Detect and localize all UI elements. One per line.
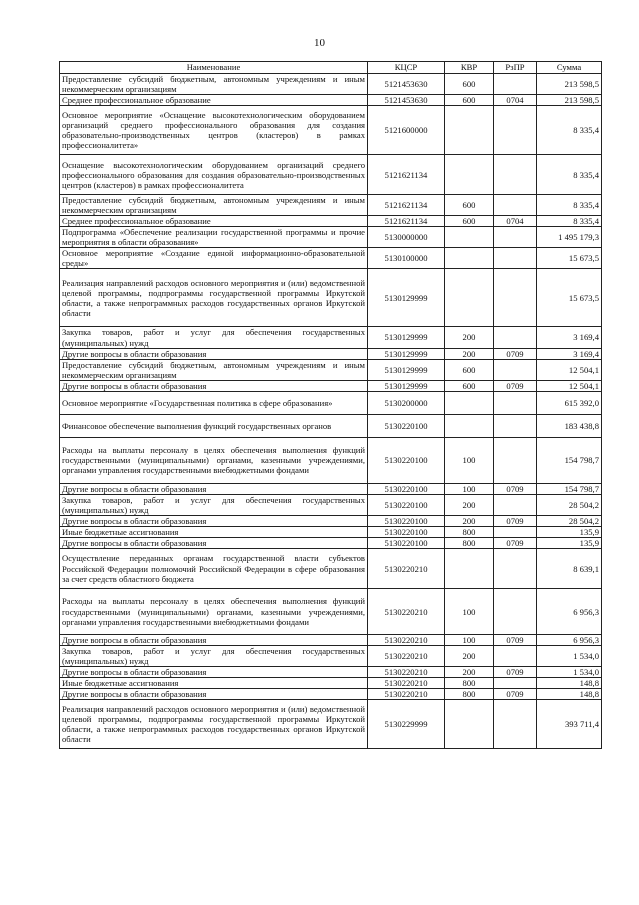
cell-kvr: 600 bbox=[445, 380, 494, 391]
cell-name: Закупка товаров, работ и услуг для обеспечения государственных (муниципальных) нужд bbox=[60, 327, 368, 348]
cell-name: Реализация направлений расходов основного мероприятия и (или) ведомственной целевой программы, подпрограммы государственной программы Иркутской области, а также непрограммных расходов государственных органов Иркутской области bbox=[60, 700, 368, 749]
cell-sum: 3 169,4 bbox=[537, 348, 602, 359]
cell-sum: 3 169,4 bbox=[537, 327, 602, 348]
cell-name: Финансовое обеспечение выполнения функций государственных органов bbox=[60, 414, 368, 437]
cell-rzpr bbox=[494, 549, 537, 589]
table-row bbox=[60, 483, 602, 494]
table-row bbox=[60, 155, 602, 195]
table-row bbox=[60, 380, 602, 391]
cell-rzpr: 0709 bbox=[494, 689, 537, 700]
cell-kvr bbox=[445, 227, 494, 248]
table-row bbox=[60, 227, 602, 248]
cell-rzpr: 0704 bbox=[494, 216, 537, 227]
cell-name: Подпрограмма «Обеспечение реализации государственной программы и прочие мероприятия в области образования» bbox=[60, 227, 368, 248]
cell-sum: 8 335,4 bbox=[537, 106, 602, 155]
cell-kcsr: 5121453630 bbox=[368, 74, 445, 95]
cell-name: Среднее профессиональное образование bbox=[60, 216, 368, 227]
table-row bbox=[60, 667, 602, 678]
cell-rzpr bbox=[494, 646, 537, 667]
cell-kcsr: 5130229999 bbox=[368, 700, 445, 749]
cell-name: Основное мероприятие «Оснащение высокотехнологическим оборудованием организаций среднего профессионального образования для создания образовательно-производственных центров (кластеров) в рамках профессионалитета» bbox=[60, 106, 368, 155]
table-row bbox=[60, 327, 602, 348]
cell-kvr bbox=[445, 155, 494, 195]
cell-sum: 8 335,4 bbox=[537, 195, 602, 216]
cell-rzpr: 0709 bbox=[494, 483, 537, 494]
cell-name: Другие вопросы в области образования bbox=[60, 689, 368, 700]
cell-kvr: 600 bbox=[445, 74, 494, 95]
cell-kcsr: 5130220210 bbox=[368, 646, 445, 667]
column-header-kvr: КВР bbox=[445, 62, 494, 74]
cell-kcsr: 5121621134 bbox=[368, 216, 445, 227]
cell-kcsr: 5130220100 bbox=[368, 537, 445, 548]
cell-name: Закупка товаров, работ и услуг для обеспечения государственных (муниципальных) нужд bbox=[60, 494, 368, 515]
table-row bbox=[60, 74, 602, 95]
table-row bbox=[60, 216, 602, 227]
cell-kvr bbox=[445, 106, 494, 155]
cell-rzpr bbox=[494, 526, 537, 537]
cell-kvr: 200 bbox=[445, 348, 494, 359]
cell-kvr: 100 bbox=[445, 635, 494, 646]
cell-rzpr bbox=[494, 248, 537, 269]
cell-name: Расходы на выплаты персоналу в целях обеспечения выполнения функций государственными (муниципальными) органами, казенными учреждениями, органами управления государственными внебюджетными фондами bbox=[60, 589, 368, 635]
table-row bbox=[60, 646, 602, 667]
cell-kvr: 800 bbox=[445, 537, 494, 548]
table-row bbox=[60, 549, 602, 589]
cell-rzpr: 0709 bbox=[494, 537, 537, 548]
table-body bbox=[60, 74, 602, 749]
cell-rzpr bbox=[494, 269, 537, 327]
cell-sum: 183 438,8 bbox=[537, 414, 602, 437]
cell-rzpr bbox=[494, 391, 537, 414]
cell-sum: 148,8 bbox=[537, 689, 602, 700]
cell-kcsr: 5121621134 bbox=[368, 195, 445, 216]
column-header-name: Наименование bbox=[60, 62, 368, 74]
cell-name: Другие вопросы в области образования bbox=[60, 348, 368, 359]
cell-kcsr: 5121621134 bbox=[368, 155, 445, 195]
cell-sum: 15 673,5 bbox=[537, 248, 602, 269]
cell-sum: 15 673,5 bbox=[537, 269, 602, 327]
cell-name: Иные бюджетные ассигнования bbox=[60, 678, 368, 689]
cell-sum: 135,9 bbox=[537, 526, 602, 537]
cell-kcsr: 5121453630 bbox=[368, 95, 445, 106]
cell-sum: 12 504,1 bbox=[537, 380, 602, 391]
cell-name: Среднее профессиональное образование bbox=[60, 95, 368, 106]
table-row bbox=[60, 269, 602, 327]
cell-sum: 1 534,0 bbox=[537, 667, 602, 678]
cell-name: Реализация направлений расходов основного мероприятия и (или) ведомственной целевой программы, подпрограммы государственной программы Иркутской области, а также непрограммных расходов государственных органов Иркутской области bbox=[60, 269, 368, 327]
cell-kcsr: 5130220210 bbox=[368, 589, 445, 635]
cell-kvr bbox=[445, 248, 494, 269]
cell-kvr bbox=[445, 414, 494, 437]
cell-name: Иные бюджетные ассигнования bbox=[60, 526, 368, 537]
cell-rzpr bbox=[494, 327, 537, 348]
cell-kcsr: 5130100000 bbox=[368, 248, 445, 269]
cell-kvr: 600 bbox=[445, 359, 494, 380]
cell-kvr: 100 bbox=[445, 483, 494, 494]
cell-rzpr bbox=[494, 494, 537, 515]
table-row bbox=[60, 359, 602, 380]
cell-name: Расходы на выплаты персоналу в целях обеспечения выполнения функций государственными (муниципальными) органами, казенными учреждениями, органами управления государственными внебюджетными фондами bbox=[60, 437, 368, 483]
cell-kcsr: 5130000000 bbox=[368, 227, 445, 248]
cell-kcsr: 5130220210 bbox=[368, 635, 445, 646]
cell-name: Предоставление субсидий бюджетным, автономным учреждениям и иным некоммерческим организациям bbox=[60, 195, 368, 216]
cell-sum: 28 504,2 bbox=[537, 515, 602, 526]
cell-name: Закупка товаров, работ и услуг для обеспечения государственных (муниципальных) нужд bbox=[60, 646, 368, 667]
cell-rzpr bbox=[494, 359, 537, 380]
cell-rzpr: 0709 bbox=[494, 380, 537, 391]
cell-kvr bbox=[445, 269, 494, 327]
table-row bbox=[60, 106, 602, 155]
cell-kvr bbox=[445, 391, 494, 414]
cell-sum: 8 335,4 bbox=[537, 216, 602, 227]
cell-sum: 1 534,0 bbox=[537, 646, 602, 667]
table-row bbox=[60, 494, 602, 515]
cell-rzpr: 0704 bbox=[494, 95, 537, 106]
cell-name: Другие вопросы в области образования bbox=[60, 667, 368, 678]
cell-kcsr: 5130220210 bbox=[368, 549, 445, 589]
cell-name: Другие вопросы в области образования bbox=[60, 515, 368, 526]
cell-kcsr: 5130220100 bbox=[368, 483, 445, 494]
cell-sum: 154 798,7 bbox=[537, 483, 602, 494]
cell-rzpr: 0709 bbox=[494, 667, 537, 678]
cell-kcsr: 5130220210 bbox=[368, 678, 445, 689]
cell-rzpr bbox=[494, 437, 537, 483]
cell-kvr: 200 bbox=[445, 667, 494, 678]
cell-name: Основное мероприятие «Создание единой информационно-образовательной среды» bbox=[60, 248, 368, 269]
cell-name: Другие вопросы в области образования bbox=[60, 635, 368, 646]
cell-kvr: 200 bbox=[445, 494, 494, 515]
cell-kcsr: 5121600000 bbox=[368, 106, 445, 155]
table-row bbox=[60, 95, 602, 106]
cell-kcsr: 5130129999 bbox=[368, 348, 445, 359]
cell-kvr: 600 bbox=[445, 195, 494, 216]
cell-rzpr bbox=[494, 700, 537, 749]
table-row bbox=[60, 589, 602, 635]
cell-sum: 213 598,5 bbox=[537, 95, 602, 106]
table-row bbox=[60, 526, 602, 537]
cell-sum: 6 956,3 bbox=[537, 635, 602, 646]
cell-kcsr: 5130220100 bbox=[368, 526, 445, 537]
cell-rzpr bbox=[494, 195, 537, 216]
cell-kvr: 200 bbox=[445, 646, 494, 667]
cell-rzpr bbox=[494, 74, 537, 95]
cell-kvr: 800 bbox=[445, 689, 494, 700]
cell-sum: 8 639,1 bbox=[537, 549, 602, 589]
cell-rzpr: 0709 bbox=[494, 348, 537, 359]
column-header-kcsr: КЦСР bbox=[368, 62, 445, 74]
cell-kcsr: 5130200000 bbox=[368, 391, 445, 414]
cell-name: Другие вопросы в области образования bbox=[60, 380, 368, 391]
cell-sum: 28 504,2 bbox=[537, 494, 602, 515]
table-row bbox=[60, 537, 602, 548]
cell-sum: 148,8 bbox=[537, 678, 602, 689]
table-header-row bbox=[60, 62, 602, 74]
cell-kvr: 600 bbox=[445, 216, 494, 227]
table-row bbox=[60, 635, 602, 646]
cell-rzpr: 0709 bbox=[494, 635, 537, 646]
table-row bbox=[60, 437, 602, 483]
cell-kcsr: 5130220210 bbox=[368, 667, 445, 678]
cell-sum: 6 956,3 bbox=[537, 589, 602, 635]
table-row bbox=[60, 515, 602, 526]
cell-kvr: 100 bbox=[445, 437, 494, 483]
cell-name: Другие вопросы в области образования bbox=[60, 537, 368, 548]
cell-rzpr bbox=[494, 155, 537, 195]
cell-kcsr: 5130129999 bbox=[368, 327, 445, 348]
cell-kcsr: 5130220100 bbox=[368, 437, 445, 483]
cell-kcsr: 5130220100 bbox=[368, 494, 445, 515]
cell-sum: 8 335,4 bbox=[537, 155, 602, 195]
cell-sum: 12 504,1 bbox=[537, 359, 602, 380]
cell-kcsr: 5130220100 bbox=[368, 515, 445, 526]
cell-kcsr: 5130129999 bbox=[368, 359, 445, 380]
cell-kvr: 200 bbox=[445, 515, 494, 526]
table-row bbox=[60, 348, 602, 359]
column-header-rzpr: РзПР bbox=[494, 62, 537, 74]
cell-kvr: 800 bbox=[445, 678, 494, 689]
cell-name: Предоставление субсидий бюджетным, автономным учреждениям и иным некоммерческим организациям bbox=[60, 359, 368, 380]
table-row bbox=[60, 678, 602, 689]
table-row bbox=[60, 195, 602, 216]
cell-kcsr: 5130129999 bbox=[368, 269, 445, 327]
cell-rzpr: 0709 bbox=[494, 515, 537, 526]
cell-sum: 154 798,7 bbox=[537, 437, 602, 483]
cell-kvr: 100 bbox=[445, 589, 494, 635]
cell-name: Предоставление субсидий бюджетным, автономным учреждениям и иным некоммерческим организациям bbox=[60, 74, 368, 95]
cell-name: Оснащение высокотехнологическим оборудованием организаций среднего профессионального образования для создания образовательно-производственных центров (кластеров) в рамках профессионалитета bbox=[60, 155, 368, 195]
cell-kvr: 800 bbox=[445, 526, 494, 537]
column-header-sum: Сумма bbox=[537, 62, 602, 74]
cell-kvr: 600 bbox=[445, 95, 494, 106]
cell-rzpr bbox=[494, 589, 537, 635]
cell-sum: 135,9 bbox=[537, 537, 602, 548]
cell-name: Другие вопросы в области образования bbox=[60, 483, 368, 494]
cell-rzpr bbox=[494, 106, 537, 155]
table-row bbox=[60, 414, 602, 437]
table-row bbox=[60, 248, 602, 269]
budget-table bbox=[59, 61, 602, 749]
cell-kvr bbox=[445, 700, 494, 749]
cell-rzpr bbox=[494, 227, 537, 248]
cell-sum: 1 495 179,3 bbox=[537, 227, 602, 248]
cell-kcsr: 5130129999 bbox=[368, 380, 445, 391]
cell-sum: 615 392,0 bbox=[537, 391, 602, 414]
cell-kcsr: 5130220100 bbox=[368, 414, 445, 437]
page-number: 10 bbox=[314, 37, 325, 49]
cell-rzpr bbox=[494, 678, 537, 689]
table-row bbox=[60, 700, 602, 749]
table-row bbox=[60, 391, 602, 414]
cell-kcsr: 5130220210 bbox=[368, 689, 445, 700]
cell-rzpr bbox=[494, 414, 537, 437]
cell-name: Основное мероприятие «Государственная политика в сфере образования» bbox=[60, 391, 368, 414]
table-row bbox=[60, 689, 602, 700]
cell-name: Осуществление переданных органам государственной власти субъектов Российской Федерации полномочий Российской Федерации в сфере образования за счет средств областного бюджета bbox=[60, 549, 368, 589]
cell-kvr: 200 bbox=[445, 327, 494, 348]
cell-kvr bbox=[445, 549, 494, 589]
cell-sum: 393 711,4 bbox=[537, 700, 602, 749]
cell-sum: 213 598,5 bbox=[537, 74, 602, 95]
